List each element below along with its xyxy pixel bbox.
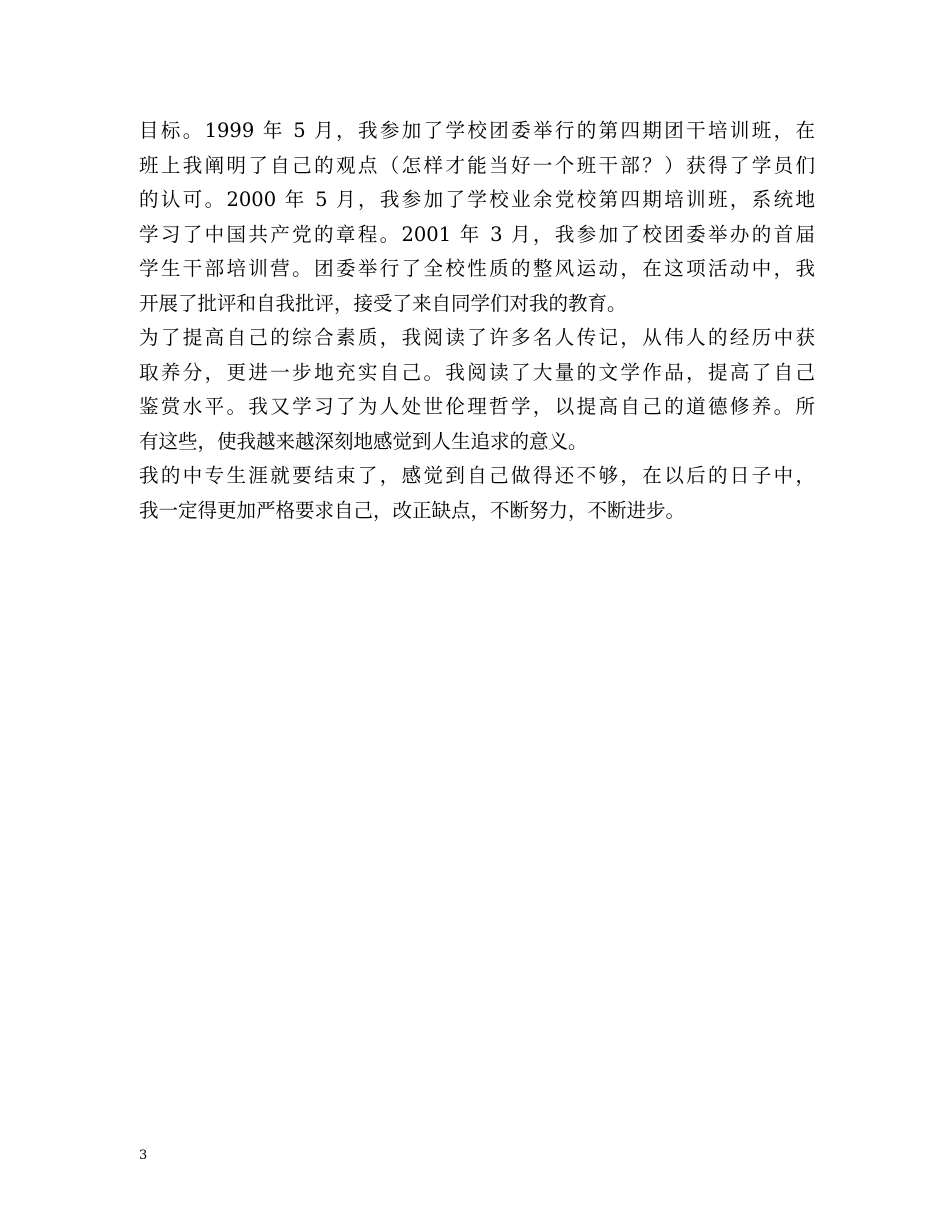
page-number: 3	[139, 1148, 148, 1163]
paragraph-3	[139, 459, 815, 528]
text-line: 学习了中国共产党的章程。2001 年 3 月，我参加了校团委举办的首届	[139, 222, 815, 246]
paragraph-2	[139, 321, 815, 459]
text-line: 班上我阐明了自己的观点（怎样才能当好一个班干部？）获得了学员们	[139, 153, 815, 177]
text-line: 鉴赏水平。我又学习了为人处世伦理哲学，以提高自己的道德修养。所	[139, 395, 815, 418]
text-line: 的认可。2000 年 5 月，我参加了学校业余党校第四期培训班，系统地	[139, 188, 815, 211]
body-text	[139, 114, 815, 528]
text-line: 开展了批评和自我批评，接受了来自同学们对我的教育。	[139, 291, 627, 315]
text-line: 学生干部培训营。团委举行了全校性质的整风运动，在这项活动中，我	[139, 257, 815, 280]
text-line: 有这些，使我越来越深刻地感觉到人生追求的意义。	[139, 429, 588, 453]
text-line: 我一定得更加严格要求自己，改正缺点，不断努力，不断进步。	[139, 498, 686, 522]
text-line: 目标。1999 年 5 月，我参加了学校团委举行的第四期团干培训班，在	[139, 119, 815, 142]
paragraph-1	[139, 114, 815, 321]
text-line: 为了提高自己的综合素质，我阅读了许多名人传记，从伟人的经历中获	[139, 326, 815, 349]
text-line: 取养分，更进一步地充实自己。我阅读了大量的文学作品，提高了自己	[139, 360, 815, 384]
text-line: 我的中专生涯就要结束了，感觉到自己做得还不够，在以后的日子中，	[139, 464, 815, 487]
